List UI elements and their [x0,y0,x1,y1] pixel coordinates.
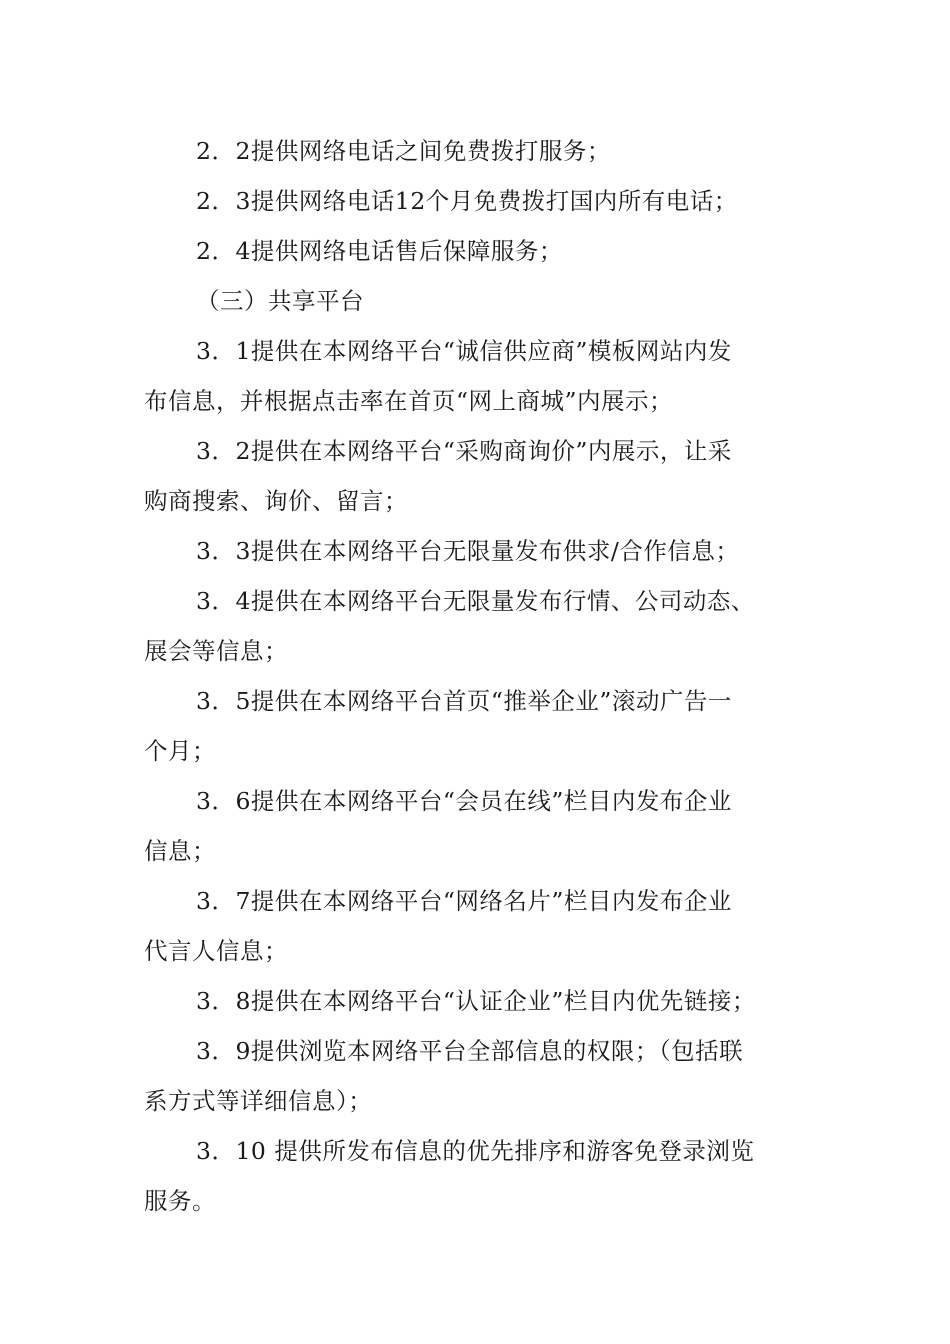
list-item-2-2: 2．2提供网络电话之间免费拨打服务； [196,137,611,165]
list-item-3-10-line-1: 3．10 提供所发布信息的优先排序和游客免登录浏览 [196,1137,755,1165]
list-item-3-2-line-1: 3．2提供在本网络平台“采购商询价”内展示，让采 [196,437,732,465]
section-heading-shared-platform: （三）共享平台 [196,287,364,315]
list-item-3-5-line-1: 3．5提供在本网络平台首页“推举企业”滚动广告一 [196,687,732,715]
list-item-3-6-line-2: 信息； [144,837,216,865]
list-item-2-3: 2．3提供网络电话12个月免费拨打国内所有电话； [196,187,738,215]
list-item-3-4-line-2: 展会等信息； [144,637,288,665]
list-item-3-1-line-2: 布信息，并根据点击率在首页“网上商城”内展示； [144,387,674,415]
list-item-2-4: 2．4提供网络电话售后保障服务； [196,237,563,265]
list-item-3-3: 3．3提供在本网络平台无限量发布供求/合作信息； [196,537,740,565]
list-item-3-8: 3．8提供在本网络平台“认证企业”栏目内优先链接； [196,987,756,1015]
list-item-3-9-line-2: 系方式等详细信息）； [144,1087,373,1115]
list-item-3-5-line-2: 个月； [144,737,216,765]
list-item-3-4-line-1: 3．4提供在本网络平台无限量发布行情、公司动态、 [196,587,755,615]
list-item-3-7-line-1: 3．7提供在本网络平台“网络名片”栏目内发布企业 [196,887,732,915]
list-item-3-1-line-1: 3．1提供在本网络平台“诚信供应商”模板网站内发 [196,337,732,365]
list-item-3-2-line-2: 购商搜索、询价、留言； [144,487,408,515]
list-item-3-7-line-2: 代言人信息； [144,937,288,965]
list-item-3-10-line-2: 服务。 [144,1187,216,1215]
list-item-3-9-line-1: 3．9提供浏览本网络平台全部信息的权限；（包括联 [196,1037,744,1065]
list-item-3-6-line-1: 3．6提供在本网络平台“会员在线”栏目内发布企业 [196,787,732,815]
